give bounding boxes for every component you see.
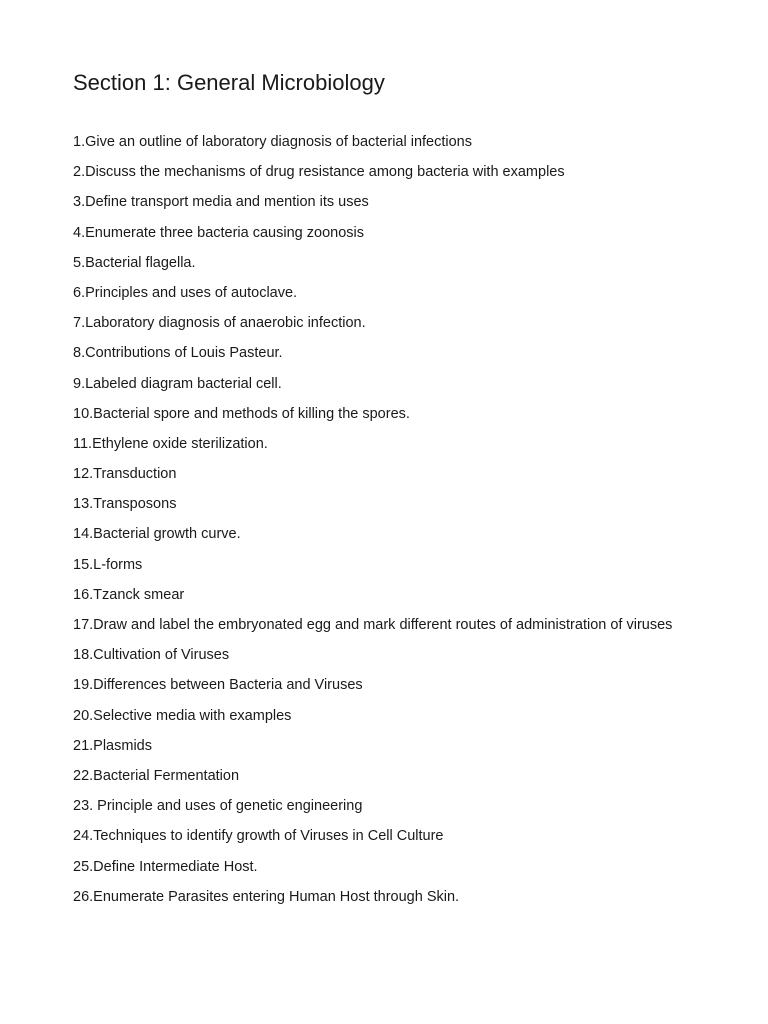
question-item: 2.Discuss the mechanisms of drug resistance among bacteria with examples [73,164,565,181]
question-item: 22.Bacterial Fermentation [73,767,240,784]
section-title: Section 1: General Microbiology [73,70,385,95]
question-item: 21.Plasmids [73,737,152,754]
question-item: 23. Principle and uses of genetic engineering [73,798,363,815]
question-item: 20.Selective media with examples [73,707,292,724]
question-item: 6.Principles and uses of autoclave. [73,284,298,301]
question-item: 4.Enumerate three bacteria causing zoonosis [73,224,364,241]
question-item: 5.Bacterial flagella. [73,254,196,271]
question-item: 12.Transduction [73,466,177,483]
question-item: 8.Contributions of Louis Pasteur. [73,345,283,362]
question-item: 13.Transposons [73,496,177,513]
question-item: 17.Draw and label the embryonated egg and mark different routes of administration of viruses [73,617,673,633]
question-item: 10.Bacterial spore and methods of killing the spores. [73,405,410,422]
question-item: 11.Ethylene oxide sterilization. [73,435,268,452]
question-item: 14.Bacterial growth curve. [73,526,241,543]
question-item: 18.Cultivation of Viruses [73,647,230,664]
question-item: 15.L-forms [73,556,143,573]
question-item: 7.Laboratory diagnosis of anaerobic infection. [73,315,366,332]
question-item: 16.Tzanck smear [73,586,185,603]
question-item: 25.Define Intermediate Host. [73,858,258,875]
question-item: 19.Differences between Bacteria and Viruses [73,677,363,694]
question-item: 9.Labeled diagram bacterial cell. [73,375,282,392]
question-item: 1.Give an outline of laboratory diagnosis of bacterial infections [73,134,472,150]
question-list [73,132,693,917]
question-item: 24.Techniques to identify growth of Viruses in Cell Culture [73,828,444,845]
question-item: 26.Enumerate Parasites entering Human Host through Skin. [73,888,460,905]
question-item: 3.Define transport media and mention its uses [73,194,369,211]
